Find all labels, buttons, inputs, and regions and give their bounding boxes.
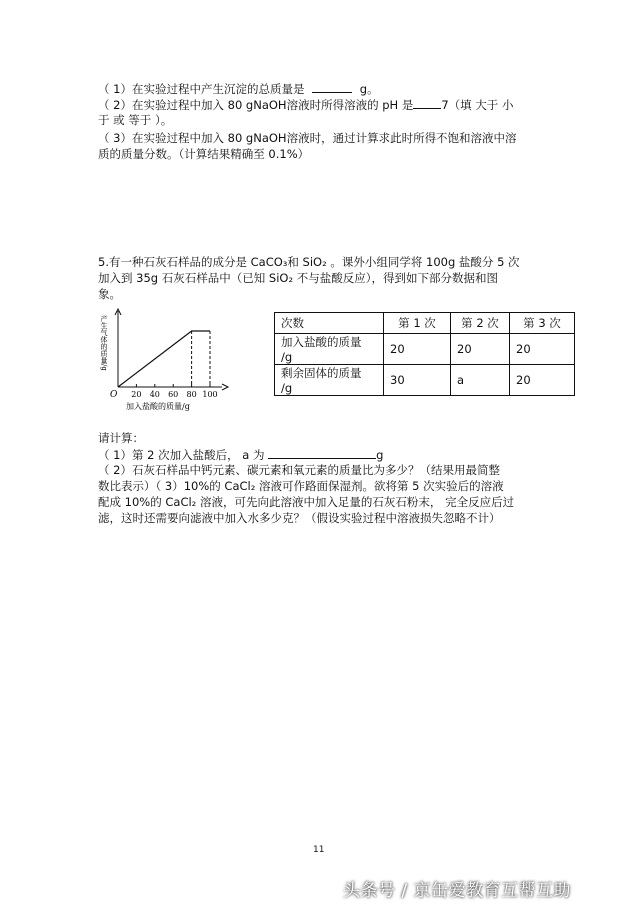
calc-part1-text: （ 1）第 2 次加入盐酸后， a 为 [98,448,265,462]
origin-label: O [110,390,118,400]
x-tick-label: 40 [149,390,160,399]
data-table [274,312,575,396]
answer-blank [413,97,441,109]
table-header-cell: 次数 [275,313,384,334]
answer-blank [268,447,376,459]
q4-part1-unit: g。 [359,82,379,96]
row-label-line1: 加入盐酸的质量 [281,335,362,349]
table-cell: 20 [510,334,575,365]
row-label-line2: /g [281,350,293,364]
q4-part2-text: （ 2）在实验过程中加入 80 gNaOH溶液时所得溶液的 pH 是 [98,98,414,112]
x-tick-label: 80 [186,390,197,399]
table-cell: 20 [451,334,510,365]
x-axis-label: 加入盐酸的质量/g [126,402,190,411]
q4-part2-cont: 于 或 等于 ）。 [98,113,173,127]
calc-part3: 配成 10%的 CaCl₂ 溶液，可先向此溶液中加入足量的石灰石粉末， 完全反应后过 [98,495,515,509]
q4-part2 [98,97,513,113]
q4-part3-cont: 质的质量分数。（计算结果精确至 0.1%） [98,147,310,161]
answer-blank [312,81,352,93]
table-cell: a [451,365,510,396]
row-label-line2: /g [281,381,293,395]
table-header-cell: 第 2 次 [451,313,510,334]
calc-part1 [98,447,383,463]
calc-part2: （ 2）石灰石样品中钙元素、碳元素和氧元素的质量比为多少？（结果用最简整 [98,463,500,477]
page-number: 11 [313,845,325,855]
calc-part3-cont: 滤，这时还需要向滤液中加入水多少克？（假设实验过程中溶液损失忽略不计） [98,511,501,525]
q5-stem-line1: 5.有一种石灰石样品的成分是 CaCO₃和 SiO₂ 。课外小组同学将 100g 盐酸分 5 次 [98,255,520,269]
x-tick-label: 60 [168,390,179,399]
q5-stem-line3: 象。 [98,287,121,301]
y-axis-label: 产生气体的质量/g [100,315,108,371]
table-row [275,365,575,396]
table-row [275,334,575,365]
q4-part3: （ 3）在实验过程中加入 80 gNaOH溶液时，通过计算求此时所得不饱和溶液中溶 [98,131,517,145]
table-row-label [275,334,384,365]
calc-heading: 请计算： [98,431,144,445]
table-row-label [275,365,384,396]
table-cell: 30 [384,365,451,396]
q4-part1 [98,81,379,97]
watermark-text: 头条号 / 京缶爱教育互帮互助 [343,881,572,901]
q4-part1-text: （ 1）在实验过程中产生沉淀的总质量是 [98,82,305,96]
calc-part2-cont: 数比表示）（ 3）10%的 CaCl₂ 溶液可作路面保湿剂。欲将第 5 次实验后的溶液 [98,479,504,493]
gas-mass-chart [96,305,246,413]
data-line [118,331,210,387]
table-header-cell: 第 3 次 [510,313,575,334]
table-cell: 20 [510,365,575,396]
row-label-line1: 剩余固体的质量 [281,366,362,380]
table-header-cell: 第 1 次 [384,313,451,334]
table-header-row [275,313,575,334]
q4-part2-tail: 7（填 大于 小 [441,98,514,112]
table-cell: 20 [384,334,451,365]
q5-stem-line2: 加入到 35g 石灰石样品中（已知 SiO₂ 不与盐酸反应），得到如下部分数据和图 [98,271,498,285]
x-axis-arrow [222,384,228,390]
x-tick-label: 20 [131,390,142,399]
calc-part1-unit: g [376,448,384,462]
x-tick-label: 100 [202,390,218,399]
